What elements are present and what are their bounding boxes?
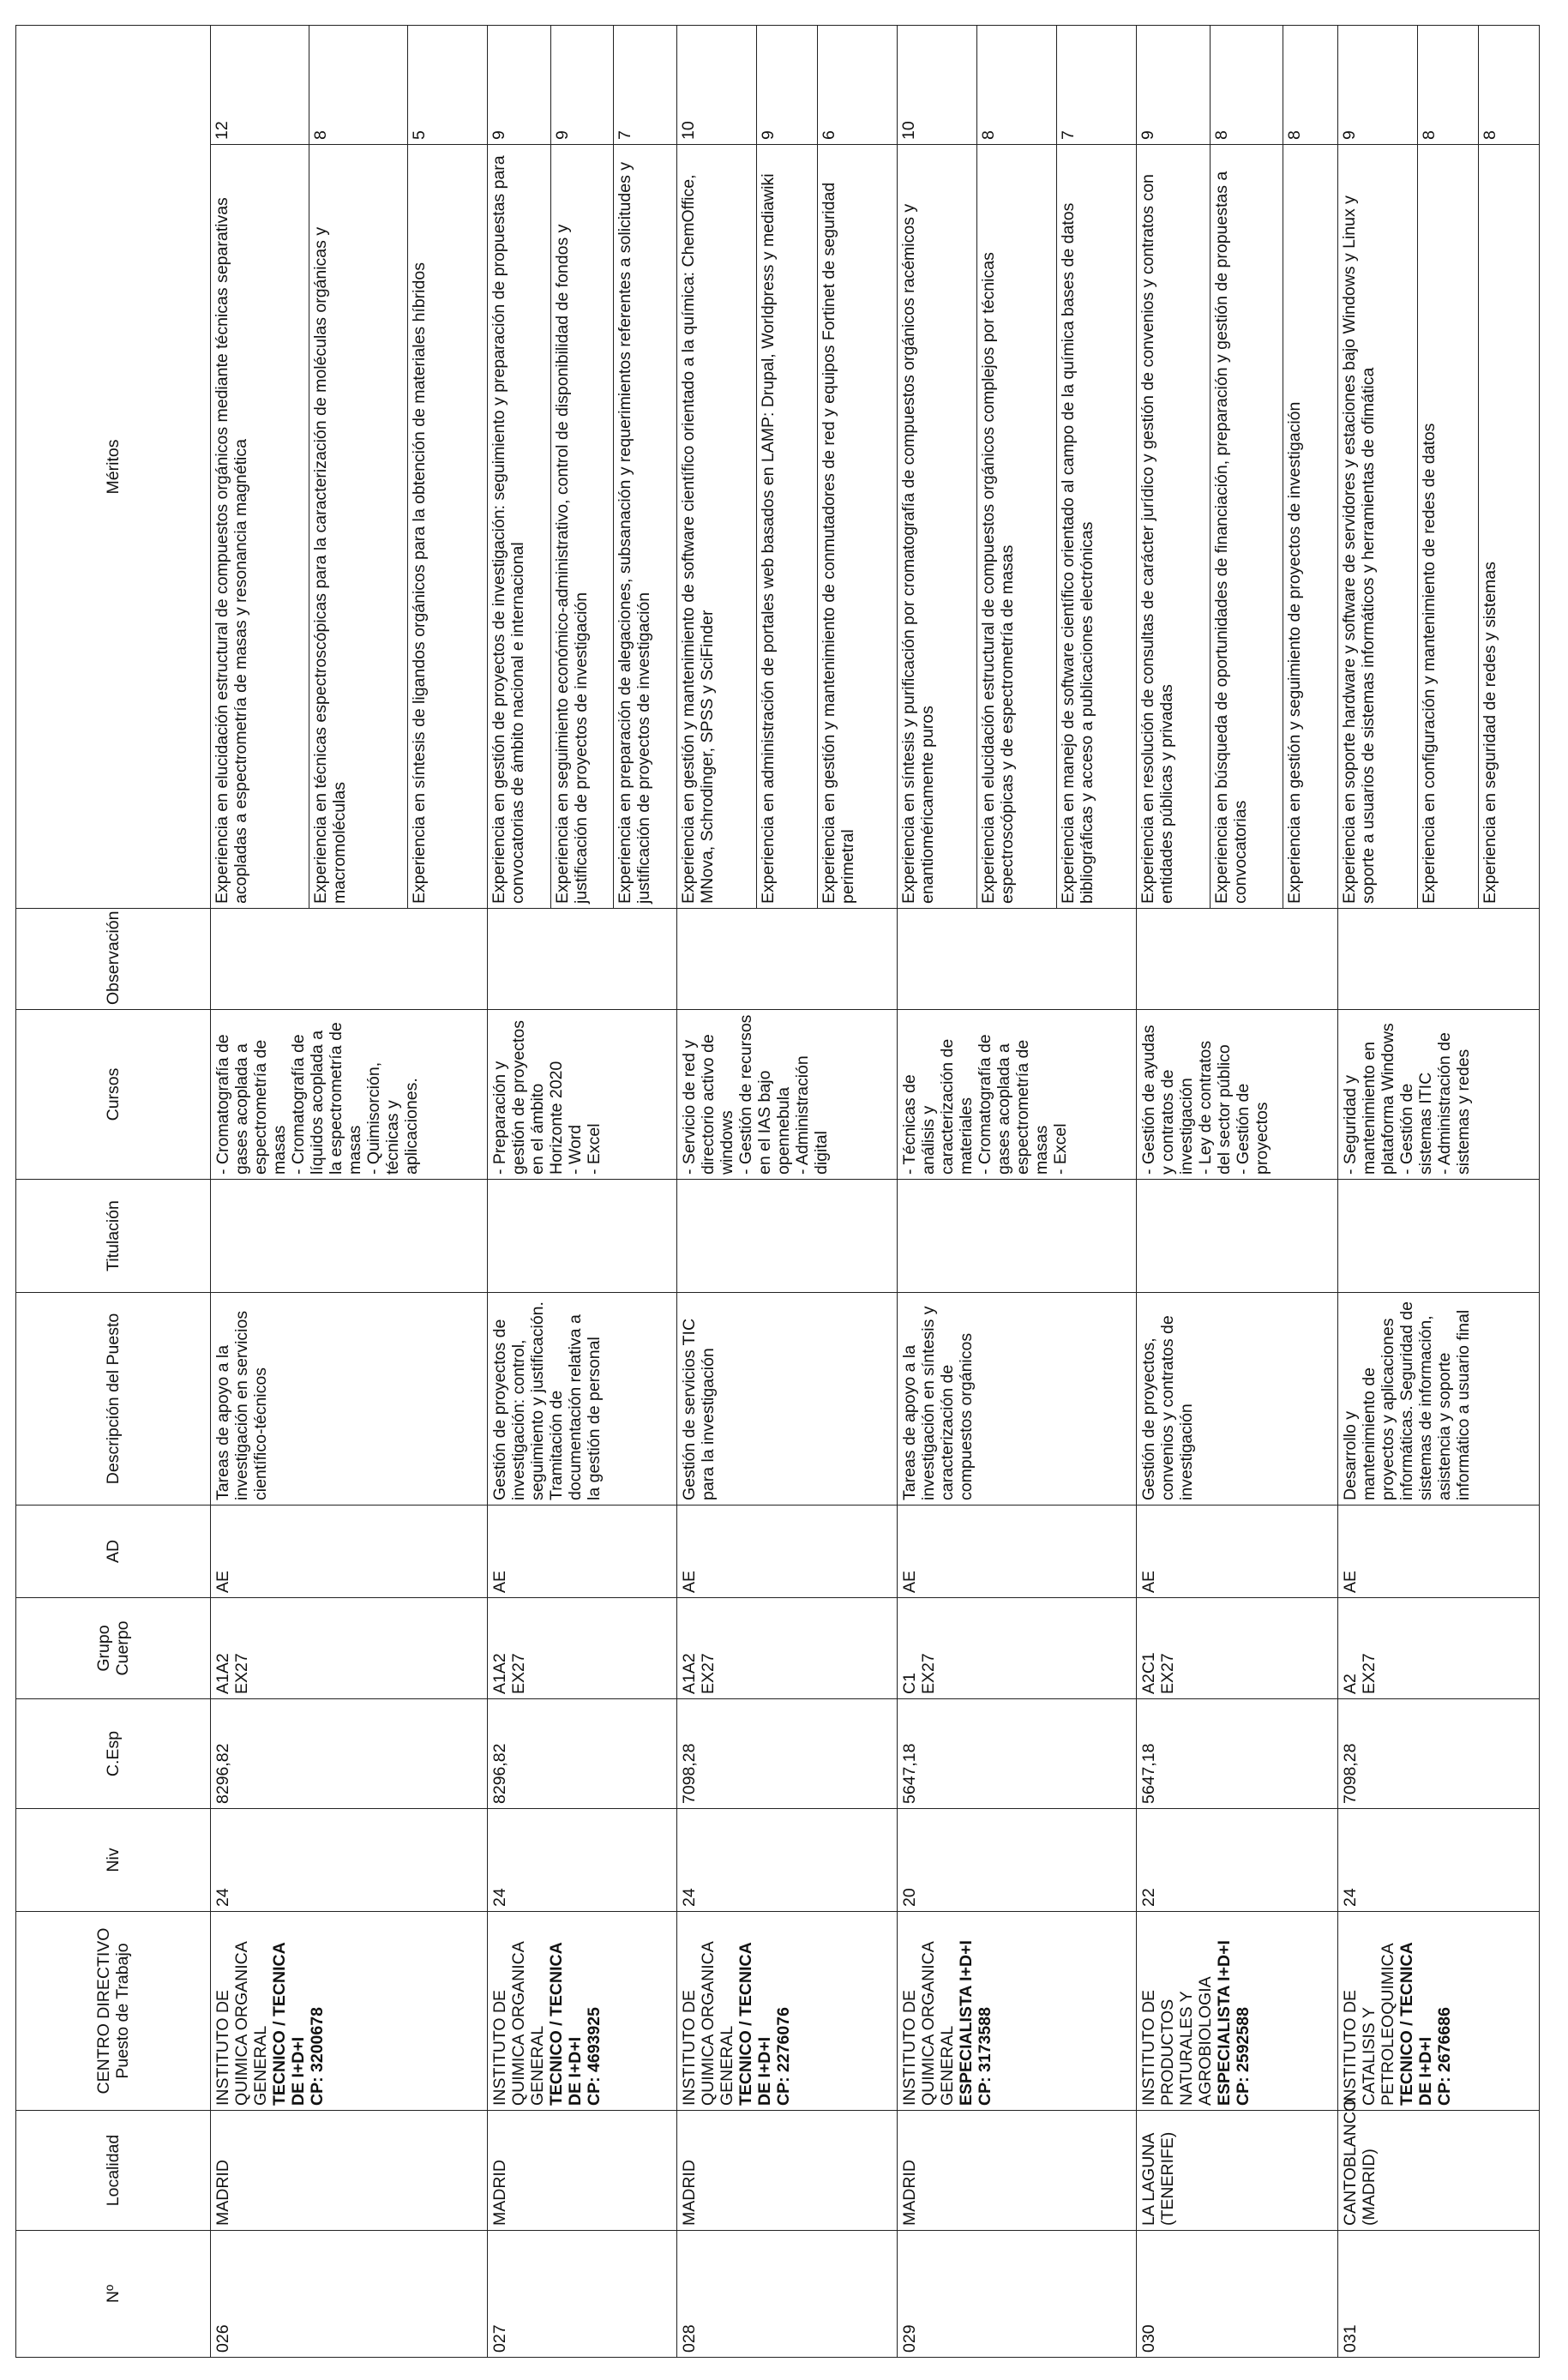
- merit-points: 8: [1211, 130, 1231, 140]
- merit-points: 8: [1285, 130, 1305, 140]
- row-centro: [211, 1912, 488, 2111]
- cp-code: CP: 2676686: [1434, 2007, 1454, 2106]
- row-cesp: 7098,28: [676, 1699, 897, 1809]
- row-cesp: 8296,82: [488, 1699, 677, 1809]
- merit-points: 9: [552, 130, 572, 140]
- table-row: [676, 26, 897, 2358]
- centro-name: INSTITUTO DE QUIMICA ORGANICA GENERAL: [679, 1942, 736, 2106]
- merit-points: 10: [678, 121, 698, 140]
- merit-text: Experiencia en preparación de alegaciones, subsanación y requerimientos referentes a solicitudes y justificación de proyectos de investigación: [614, 144, 676, 908]
- header-cesp: C.Esp: [16, 1699, 211, 1809]
- row-cursos: - Preparación y gestión de proyectos en el ámbito Horizonte 2020 - Word - Excel: [488, 1010, 677, 1180]
- row-grupo: A1A2 EX27: [211, 1598, 488, 1699]
- row-observacion: [676, 909, 897, 1010]
- row-observacion: [488, 909, 677, 1010]
- centro-name: INSTITUTO DE QUIMICA ORGANICA GENERAL: [899, 1942, 957, 2106]
- merit-points: 10: [898, 121, 918, 140]
- merit-item: [1211, 26, 1284, 908]
- header-descripcion: Descripción del Puesto: [16, 1293, 211, 1506]
- row-descripcion: Gestión de proyectos, convenios y contratos de investigación: [1136, 1293, 1337, 1506]
- row-num: 030: [1136, 2231, 1337, 2358]
- header-observacion: Observación: [16, 909, 211, 1010]
- row-meritos: [1337, 26, 1539, 909]
- header-titulacion: Titulación: [16, 1180, 211, 1293]
- merit-points: 9: [758, 130, 778, 140]
- row-cesp: 5647,18: [897, 1699, 1136, 1809]
- merit-text: Experiencia en técnicas espectroscópicas para la caracterización de moléculas orgánicas y macromoléculas: [309, 144, 407, 908]
- merit-item: [551, 26, 615, 908]
- row-cesp: 8296,82: [211, 1699, 488, 1809]
- merit-text: Experiencia en configuración y mantenimiento de redes de datos: [1418, 144, 1478, 908]
- merit-points: 8: [311, 130, 330, 140]
- merit-points: 9: [1339, 130, 1359, 140]
- row-descripcion: Desarrollo y mantenimiento de proyectos y aplicaciones informáticas. Seguridad de sistemas de información, asistencia y soporte informático a usuario final: [1337, 1293, 1539, 1506]
- table-body: [211, 26, 1540, 2358]
- merit-text: Experiencia en gestión de proyectos de investigación: seguimiento y preparación de propuestas para convocatorias de ámbito nacional e internacional: [488, 144, 550, 908]
- merit-text: Experiencia en gestión y mantenimiento de software científico orientado a la química: ChemOffice, MNova, Schrodinger, SPSS y SciFinder: [677, 144, 756, 908]
- row-titulacion: [1136, 1180, 1337, 1293]
- row-ad: AE: [211, 1506, 488, 1598]
- row-centro: [897, 1912, 1136, 2111]
- merit-points: 8: [1419, 130, 1439, 140]
- merit-text: Experiencia en seguridad de redes y sistemas: [1479, 144, 1539, 908]
- row-grupo: A1A2 EX27: [488, 1598, 677, 1699]
- merit-text: Experiencia en búsqueda de oportunidades de financiación, preparación y gestión de propuestas a convocatorias: [1211, 144, 1283, 908]
- centro-name: INSTITUTO DE CATALISIS Y PETROLEOQUIMICA: [1340, 1943, 1397, 2106]
- row-observacion: [1136, 909, 1337, 1010]
- row-centro: [676, 1912, 897, 2111]
- row-niv: 22: [1136, 1809, 1337, 1912]
- merit-item: [898, 26, 977, 908]
- row-titulacion: [211, 1180, 488, 1293]
- row-localidad: CANTOBLANCO (MADRID): [1337, 2111, 1539, 2231]
- table-row: [1337, 26, 1539, 2358]
- row-observacion: [1337, 909, 1539, 1010]
- puesto-name: TECNICO / TECNICA DE I+D+I: [270, 1943, 308, 2106]
- merit-points: 6: [819, 130, 838, 140]
- row-niv: 20: [897, 1809, 1136, 1912]
- row-titulacion: [897, 1180, 1136, 1293]
- merit-item: [757, 26, 818, 908]
- row-cursos: - Técnicas de análisis y caracterización de materiales - Cromatografía de gases acoplada a espectrometría de masas - Excel: [897, 1010, 1136, 1180]
- merit-text: Experiencia en administración de portales web basados en LAMP: Drupal, Worldpress y mediawiki: [757, 144, 817, 908]
- row-centro: [1337, 1912, 1539, 2111]
- row-meritos: [488, 26, 677, 909]
- cp-code: CP: 2592588: [1233, 2007, 1253, 2106]
- puesto-name: TECNICO / TECNICA DE I+D+I: [736, 1943, 774, 2106]
- merit-text: Experiencia en síntesis y purificación por cromatografía de compuestos orgánicos racémicos y enantioméricamente puros: [898, 144, 976, 908]
- row-niv: 24: [488, 1809, 677, 1912]
- row-niv: 24: [211, 1809, 488, 1912]
- merit-item: [408, 26, 487, 908]
- header-cursos: Cursos: [16, 1010, 211, 1180]
- row-grupo: A2 EX27: [1337, 1598, 1539, 1699]
- merit-points: 5: [410, 130, 429, 140]
- table-row: [488, 26, 677, 2358]
- row-num: 029: [897, 2231, 1136, 2358]
- merit-item: [677, 26, 757, 908]
- row-descripcion: Gestión de proyectos de investigación: control, seguimiento y justificación. Tramitación de documentación relativa a la gestión de personal: [488, 1293, 677, 1506]
- rotated-page: [15, 26, 1537, 2358]
- row-niv: 24: [1337, 1809, 1539, 1912]
- row-localidad: MADRID: [488, 2111, 677, 2231]
- merit-points: 12: [213, 121, 231, 140]
- puesto-name: ESPECIALISTA I+D+I: [956, 1940, 976, 2106]
- row-localidad: MADRID: [211, 2111, 488, 2231]
- merit-text: Experiencia en síntesis de ligandos orgánicos para la obtención de materiales híbridos: [408, 144, 487, 908]
- merit-text: Experiencia en soporte hardware y software de servidores y estaciones bajo Windows y Linux y soporte a usuarios de sistemas informáticos y herramientas de ofimática: [1338, 144, 1417, 908]
- row-num: 027: [488, 2231, 677, 2358]
- merit-item: [309, 26, 408, 908]
- header-niv: Niv: [16, 1809, 211, 1912]
- centro-name: INSTITUTO DE PRODUCTOS NATURALES Y AGROBIOLOGIA: [1138, 1976, 1215, 2106]
- merit-item: [1057, 26, 1136, 908]
- row-niv: 24: [676, 1809, 897, 1912]
- merit-text: Experiencia en seguimiento económico-administrativo, control de disponibilidad de fondos y justificación de proyectos de investigación: [551, 144, 614, 908]
- cp-code: CP: 3200678: [308, 2007, 327, 2106]
- merit-item: [488, 26, 551, 908]
- row-ad: AE: [488, 1506, 677, 1598]
- merit-points: 9: [1138, 130, 1157, 140]
- row-ad: AE: [1136, 1506, 1337, 1598]
- header-centro: CENTRO DIRECTIVO Puesto de Trabajo: [16, 1912, 211, 2111]
- row-ad: AE: [1337, 1506, 1539, 1598]
- row-centro: [1136, 1912, 1337, 2111]
- puesto-name: TECNICO / TECNICA DE I+D+I: [1397, 1943, 1435, 2106]
- header-ad: AD: [16, 1506, 211, 1598]
- merit-points: 8: [1480, 130, 1499, 140]
- puesto-name: ESPECIALISTA I+D+I: [1214, 1940, 1234, 2106]
- row-descripcion: Tareas de apoyo a la investigación en servicios científico-técnicos: [211, 1293, 488, 1506]
- header-meritos: Méritos: [16, 26, 211, 909]
- merit-item: [1338, 26, 1418, 908]
- row-grupo: C1 EX27: [897, 1598, 1136, 1699]
- merit-item: [211, 26, 309, 908]
- row-ad: AE: [897, 1506, 1136, 1598]
- table-row: [211, 26, 488, 2358]
- row-titulacion: [676, 1180, 897, 1293]
- row-observacion: [897, 909, 1136, 1010]
- row-meritos: [676, 26, 897, 909]
- row-localidad: MADRID: [897, 2111, 1136, 2231]
- row-localidad: LA LAGUNA (TENERIFE): [1136, 2111, 1337, 2231]
- row-num: 026: [211, 2231, 488, 2358]
- table-row: [897, 26, 1136, 2358]
- merit-item: [977, 26, 1057, 908]
- merit-points: 7: [616, 130, 635, 140]
- merit-text: Experiencia en elucidación estructural de compuestos orgánicos complejos por técnicas espectroscópicas y de espectrometría de masas: [977, 144, 1056, 908]
- merit-item: [614, 26, 676, 908]
- merit-text: Experiencia en manejo de software científico orientado al campo de la química bases de datos bibliográficas y acceso a publicaciones electrónicas: [1057, 144, 1136, 908]
- row-cursos: - Servicio de red y directorio activo de windows - Gestión de recursos en el IAS bajo opennebula - Administración digital: [676, 1010, 897, 1180]
- row-observacion: [211, 909, 488, 1010]
- merit-text: Experiencia en gestión y mantenimiento de conmutadores de red y equipos Fortinet de seguridad perimetral: [818, 144, 897, 908]
- puesto-name: TECNICO / TECNICA DE I+D+I: [547, 1943, 585, 2106]
- merit-item: [1479, 26, 1539, 908]
- cp-code: CP: 3173588: [975, 2007, 994, 2106]
- merit-text: Experiencia en resolución de consultas de carácter jurídico y gestión de convenios y contratos con entidades públicas y privadas: [1137, 144, 1210, 908]
- header-localidad: Localidad: [16, 2111, 211, 2231]
- row-descripcion: Tareas de apoyo a la investigación en síntesis y caracterización de compuestos orgánicos: [897, 1293, 1136, 1506]
- cp-code: CP: 4693925: [585, 2007, 604, 2106]
- row-titulacion: [488, 1180, 677, 1293]
- row-cursos: - Seguridad y mantenimiento en plataforma Windows - Gestión de sistemas ITIC - Administración de sistemas y redes: [1337, 1010, 1539, 1180]
- table-row: [1136, 26, 1337, 2358]
- merit-item: [1283, 26, 1337, 908]
- row-titulacion: [1337, 1180, 1539, 1293]
- positions-table: [15, 25, 1540, 2358]
- centro-name: INSTITUTO DE QUIMICA ORGANICA GENERAL: [490, 1942, 547, 2106]
- row-localidad: MADRID: [676, 2111, 897, 2231]
- header-grupo: Grupo Cuerpo: [16, 1598, 211, 1699]
- row-grupo: A1A2 EX27: [676, 1598, 897, 1699]
- row-cursos: - Cromatografía de gases acoplada a espectrometría de masas - Cromatografía de líquidos acoplada a la espectrometría de masas - Quimisorción, técnicas y aplicaciones.: [211, 1010, 488, 1180]
- row-descripcion: Gestión de servicios TIC para la investigación: [676, 1293, 897, 1506]
- merit-text: Experiencia en gestión y seguimiento de proyectos de investigación: [1283, 144, 1337, 908]
- cp-code: CP: 2276076: [773, 2007, 793, 2106]
- row-meritos: [1136, 26, 1337, 909]
- centro-name: INSTITUTO DE QUIMICA ORGANICA GENERAL: [213, 1942, 270, 2106]
- merit-text: Experiencia en elucidación estructural de compuestos orgánicos mediante técnicas separativas acopladas a espectrometría de masas y resonancia magnética: [211, 144, 309, 908]
- row-meritos: [897, 26, 1136, 909]
- merit-item: [818, 26, 897, 908]
- row-grupo: A2C1 EX27: [1136, 1598, 1337, 1699]
- header-num: Nº: [16, 2231, 211, 2358]
- merit-item: [1137, 26, 1211, 908]
- merit-points: 9: [490, 130, 508, 140]
- row-meritos: [211, 26, 488, 909]
- row-centro: [488, 1912, 677, 2111]
- merit-points: 8: [978, 130, 998, 140]
- row-num: 028: [676, 2231, 897, 2358]
- row-cesp: 5647,18: [1136, 1699, 1337, 1809]
- row-num: 031: [1337, 2231, 1539, 2358]
- row-ad: AE: [676, 1506, 897, 1598]
- header-row: [16, 26, 211, 2358]
- merit-item: [1418, 26, 1479, 908]
- row-cursos: - Gestión de ayudas y contratos de investigación - Ley de contratos del sector público - Gestión de proyectos: [1136, 1010, 1337, 1180]
- row-cesp: 7098,28: [1337, 1699, 1539, 1809]
- merit-points: 7: [1058, 130, 1078, 140]
